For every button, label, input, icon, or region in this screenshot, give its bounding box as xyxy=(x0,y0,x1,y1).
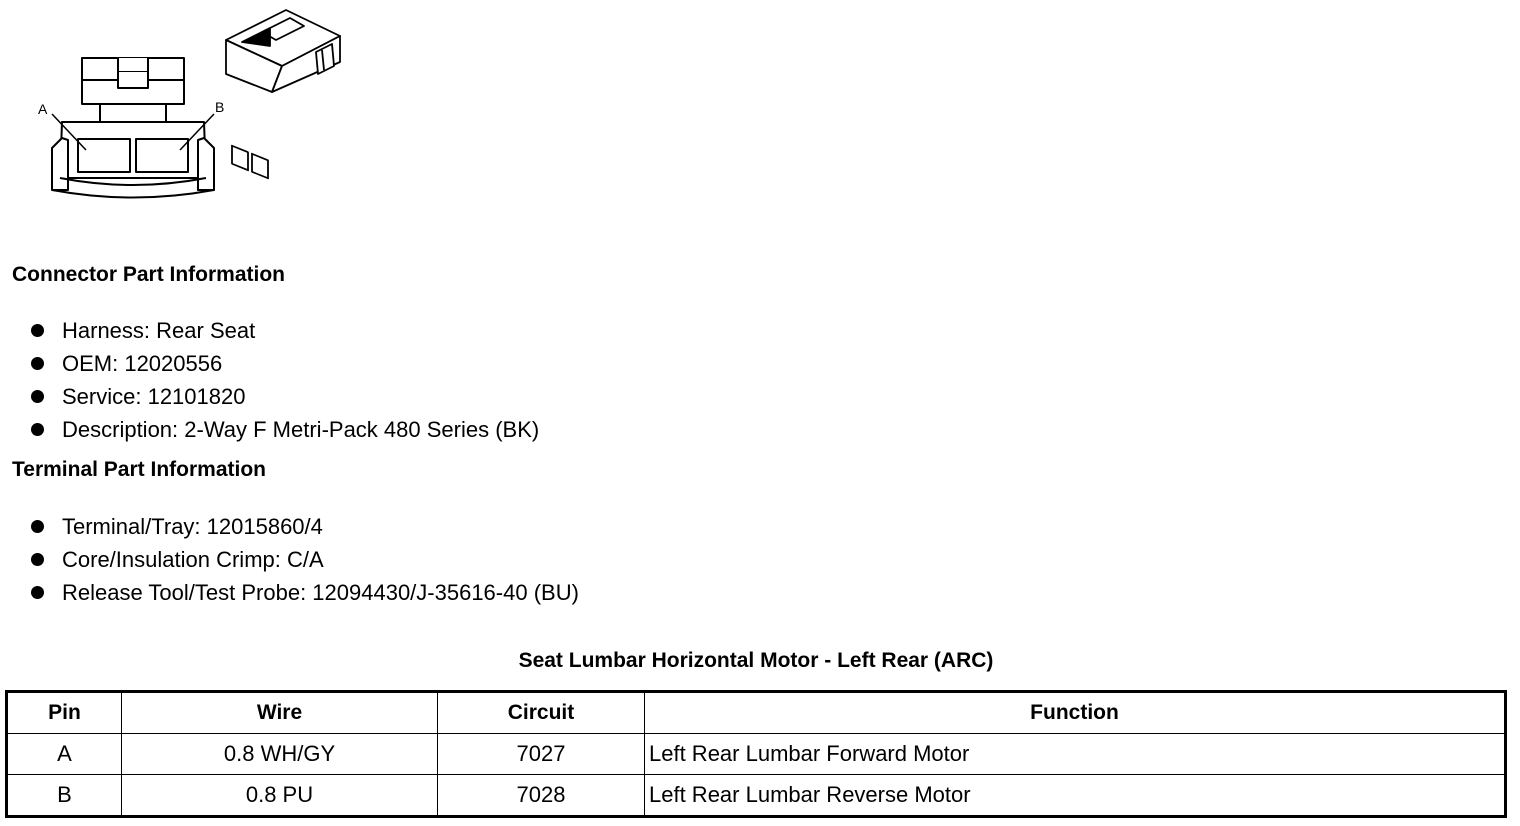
cell-circuit: 7027 xyxy=(438,734,645,775)
table-row xyxy=(7,734,1506,775)
bullet-icon xyxy=(31,324,44,337)
cell-pin: B xyxy=(7,775,122,817)
cell-wire: 0.8 PU xyxy=(122,775,438,817)
connector-part-info-list xyxy=(28,314,539,446)
list-item-text: Release Tool/Test Probe: 12094430/J-35616-40 (BU) xyxy=(62,580,579,605)
terminal-part-info-heading: Terminal Part Information xyxy=(12,458,266,481)
connector-diagram xyxy=(0,0,380,215)
table-header-row xyxy=(7,692,1506,734)
list-item xyxy=(28,510,579,543)
list-item-text: Harness: Rear Seat xyxy=(62,318,256,343)
list-item xyxy=(28,380,539,413)
bullet-icon xyxy=(31,390,44,403)
list-item-text: Service: 12101820 xyxy=(62,384,246,409)
list-item xyxy=(28,347,539,380)
list-item xyxy=(28,314,539,347)
column-header-function: Function xyxy=(645,692,1506,734)
column-header-circuit: Circuit xyxy=(438,692,645,734)
connector-face-view xyxy=(52,58,214,198)
cell-function: Left Rear Lumbar Forward Motor xyxy=(645,734,1506,775)
pin-label-a: A xyxy=(38,101,48,117)
column-header-pin: Pin xyxy=(7,692,122,734)
bullet-icon xyxy=(31,423,44,436)
cell-pin: A xyxy=(7,734,122,775)
connector-isometric-view xyxy=(226,10,340,178)
list-item xyxy=(28,576,579,609)
table-row xyxy=(7,775,1506,817)
bullet-icon xyxy=(31,520,44,533)
pinout-table xyxy=(5,690,1507,818)
list-item-text: Terminal/Tray: 12015860/4 xyxy=(62,514,323,539)
bullet-icon xyxy=(31,357,44,370)
bullet-icon xyxy=(31,586,44,599)
list-item xyxy=(28,413,539,446)
list-item xyxy=(28,543,579,576)
bullet-icon xyxy=(31,553,44,566)
cell-wire: 0.8 WH/GY xyxy=(122,734,438,775)
list-item-text: Core/Insulation Crimp: C/A xyxy=(62,547,324,572)
cell-circuit: 7028 xyxy=(438,775,645,817)
terminal-part-info-list xyxy=(28,510,579,609)
cell-function: Left Rear Lumbar Reverse Motor xyxy=(645,775,1506,817)
list-item-text: OEM: 12020556 xyxy=(62,351,223,376)
column-header-wire: Wire xyxy=(122,692,438,734)
pin-label-b: B xyxy=(215,99,225,115)
table-title: Seat Lumbar Horizontal Motor - Left Rear (ARC) xyxy=(518,649,994,672)
list-item-text: Description: 2-Way F Metri-Pack 480 Series (BK) xyxy=(62,417,540,442)
connector-part-info-heading: Connector Part Information xyxy=(12,263,286,286)
